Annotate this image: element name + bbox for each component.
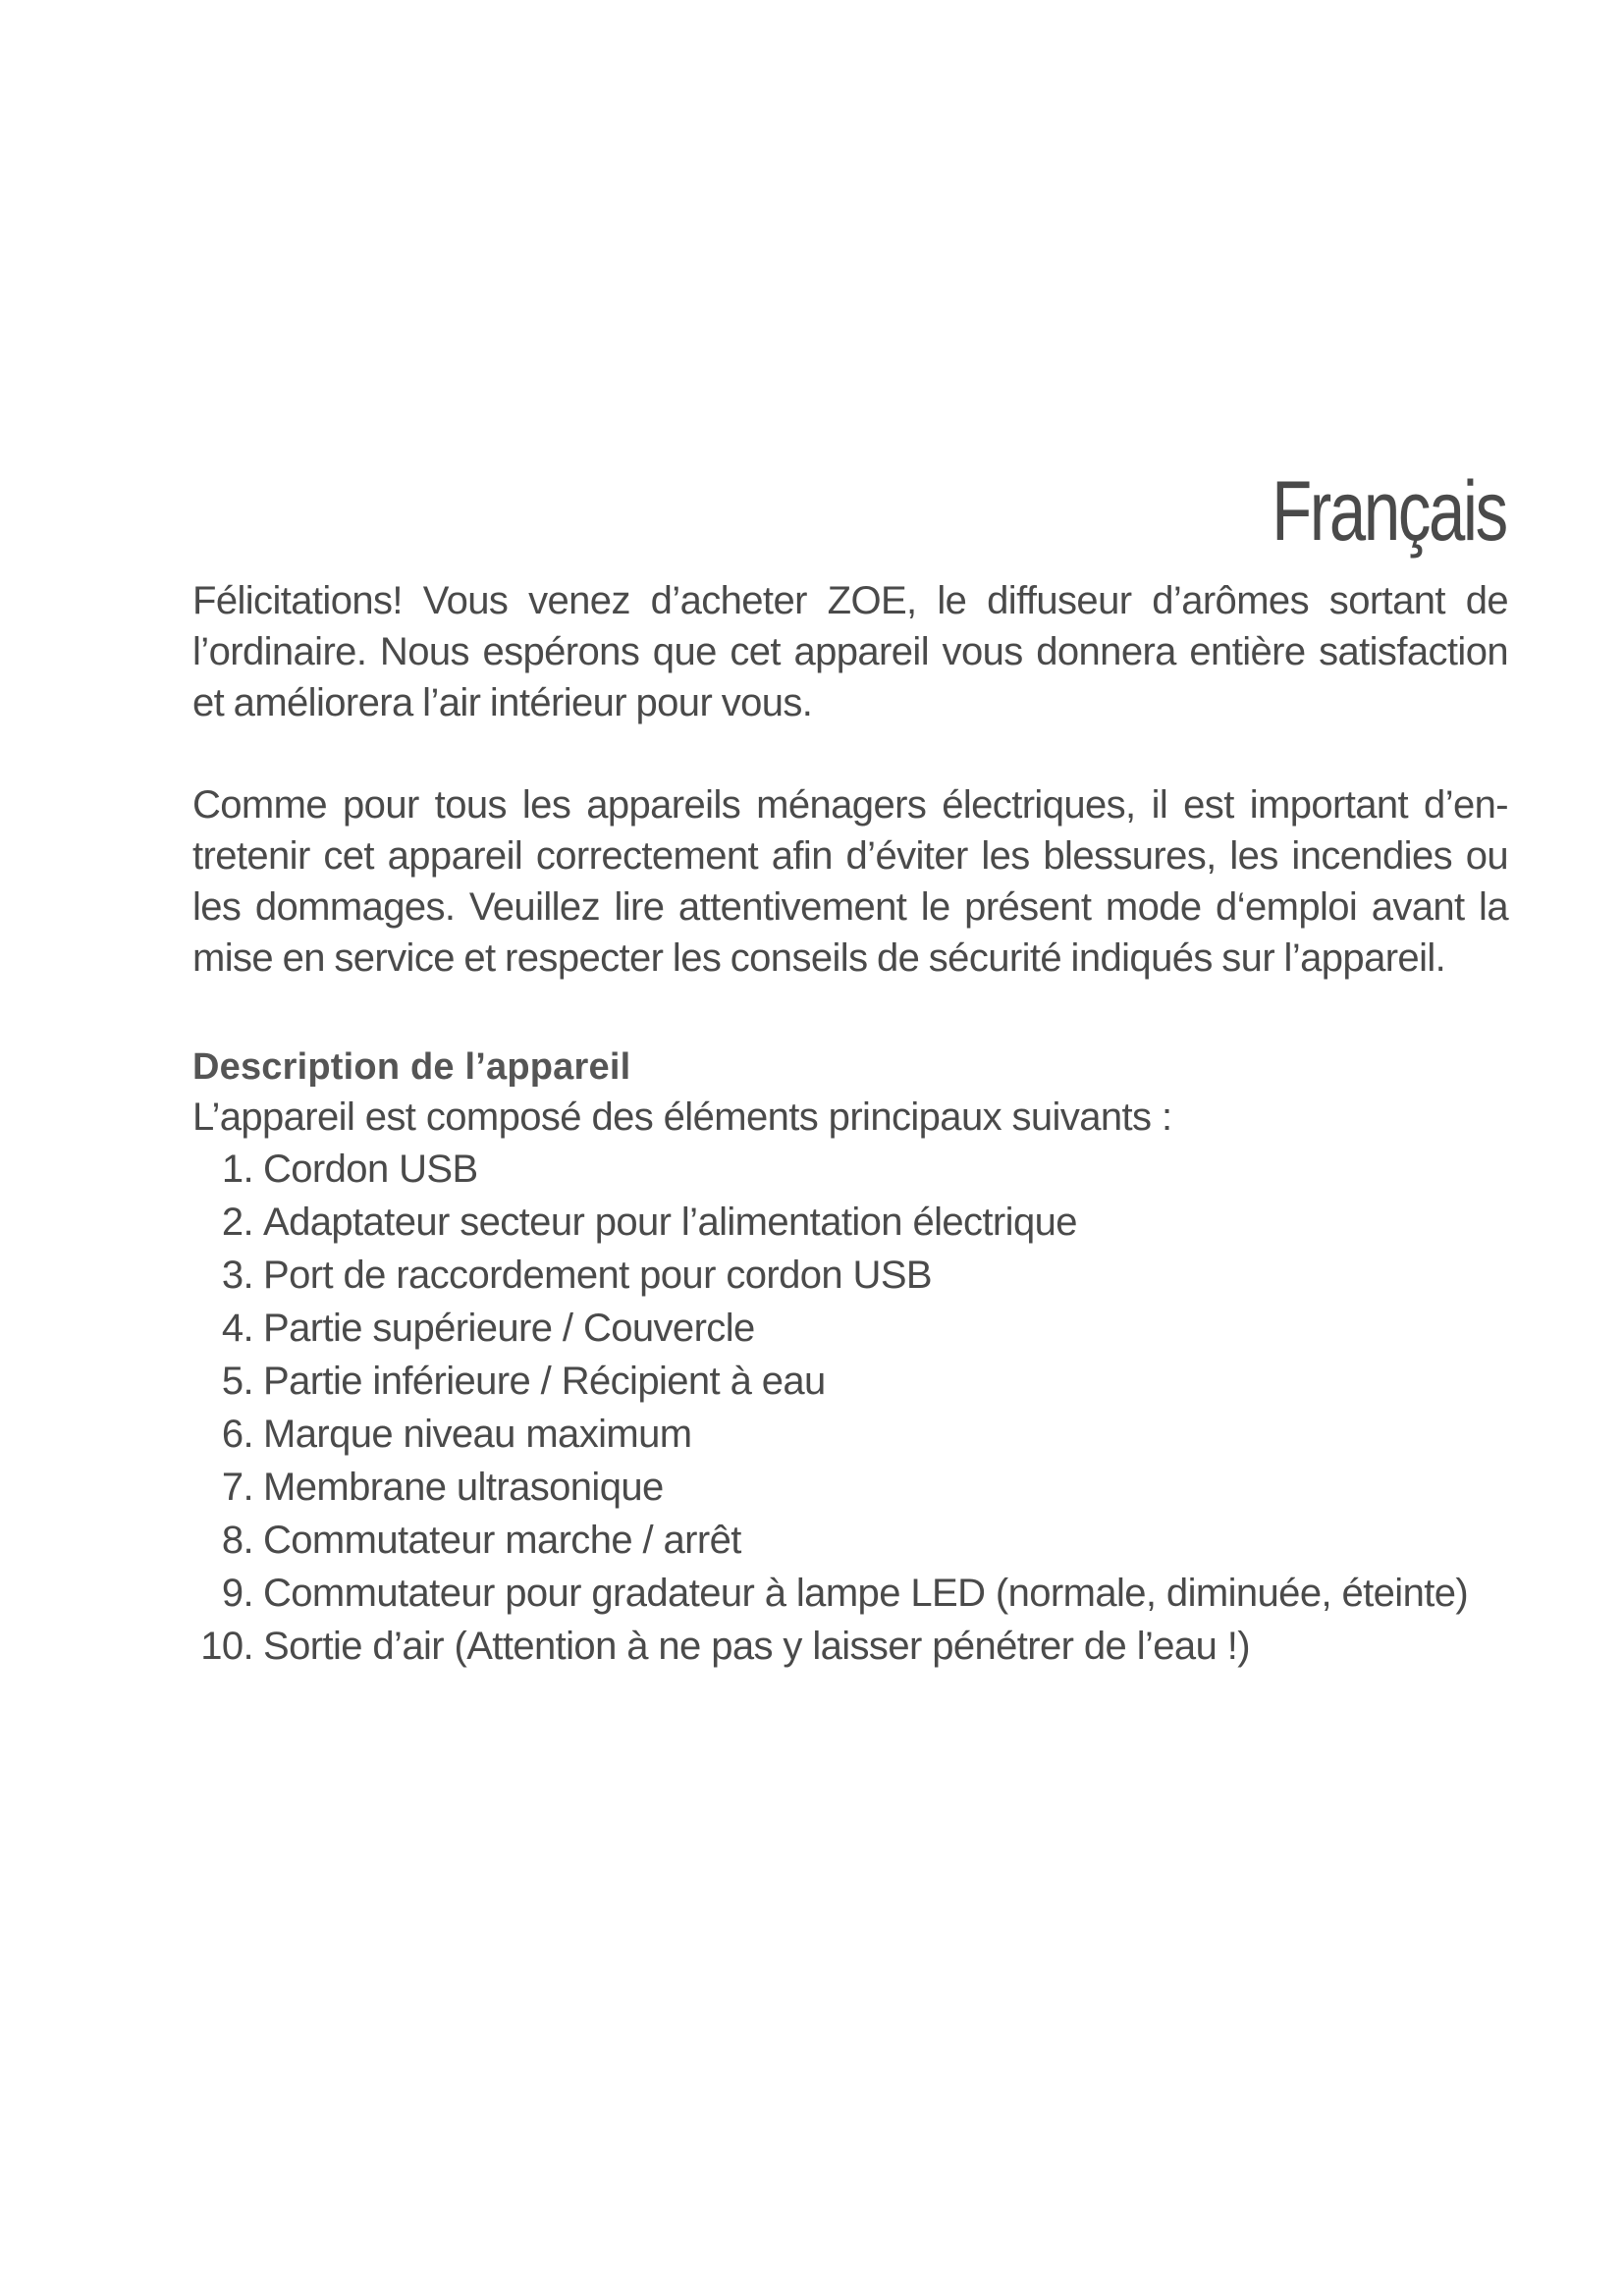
list-item-text: Membrane ultrasonique [263,1466,664,1509]
list-item [192,1514,1508,1567]
list-item [192,1567,1508,1620]
list-item-number: 5. [221,1360,253,1403]
list-item-text: Partie supérieure / Couvercle [263,1307,755,1350]
list-item [192,1408,1508,1461]
intro-paragraph-2: Comme pour tous les appareils ménagers électriques, il est important d’en-tretenir cet appareil correctement afin d’éviter les blessures, les incendies ou les dommages. Veuillez lire attentivement le présent mode d‘emploi avant la mise en service et respecter les conseils de sécurité indiqués sur l’appareil. [192,783,1508,980]
list-item-number: 6. [221,1413,253,1456]
section-heading-description: Description de l’appareil [192,1046,631,1088]
list-item-number: 1. [221,1148,253,1191]
list-item [192,1355,1508,1408]
list-item [192,1143,1508,1196]
list-item [192,1249,1508,1302]
list-item-number: 8. [221,1519,253,1562]
list-item [192,1461,1508,1514]
list-item-text: Partie inférieure / Récipient à eau [263,1360,826,1403]
list-item-number: 7. [221,1466,253,1509]
list-item-text: Adaptateur secteur pour l’alimentation électrique [263,1201,1077,1244]
list-item-number: 10. [200,1625,253,1668]
list-item-number: 9. [221,1572,253,1615]
document-body [192,575,1508,1673]
intro-paragraph-1: Félicitations! Vous venez d’acheter ZOE, le diffuseur d’arômes sortant de l’ordinaire. Nous espérons que cet appareil vous donnera entière satisfaction et améliorera l’air intérieur pour vous. [192,579,1508,724]
page-title: Français [1272,464,1506,559]
list-item [192,1196,1508,1249]
list-item-number: 3. [221,1254,253,1297]
list-item-text: Port de raccordement pour cordon USB [263,1254,932,1297]
list-item-text: Marque niveau maximum [263,1413,692,1456]
list-item-number: 4. [221,1307,253,1350]
list-item-number: 2. [221,1201,253,1244]
list-item-text: Commutateur marche / arrêt [263,1519,741,1562]
list-item [192,1302,1508,1355]
list-item-text: Sortie d’air (Attention à ne pas y laisser pénétrer de l’eau !) [263,1625,1250,1668]
list-item [192,1620,1508,1673]
list-item-text: Cordon USB [263,1148,478,1191]
list-item-text: Commutateur pour gradateur à lampe LED (normale, diminuée, éteinte) [263,1572,1469,1615]
parts-list [192,1143,1508,1673]
section-intro-description: L’appareil est composé des éléments principaux suivants : [192,1095,1172,1139]
